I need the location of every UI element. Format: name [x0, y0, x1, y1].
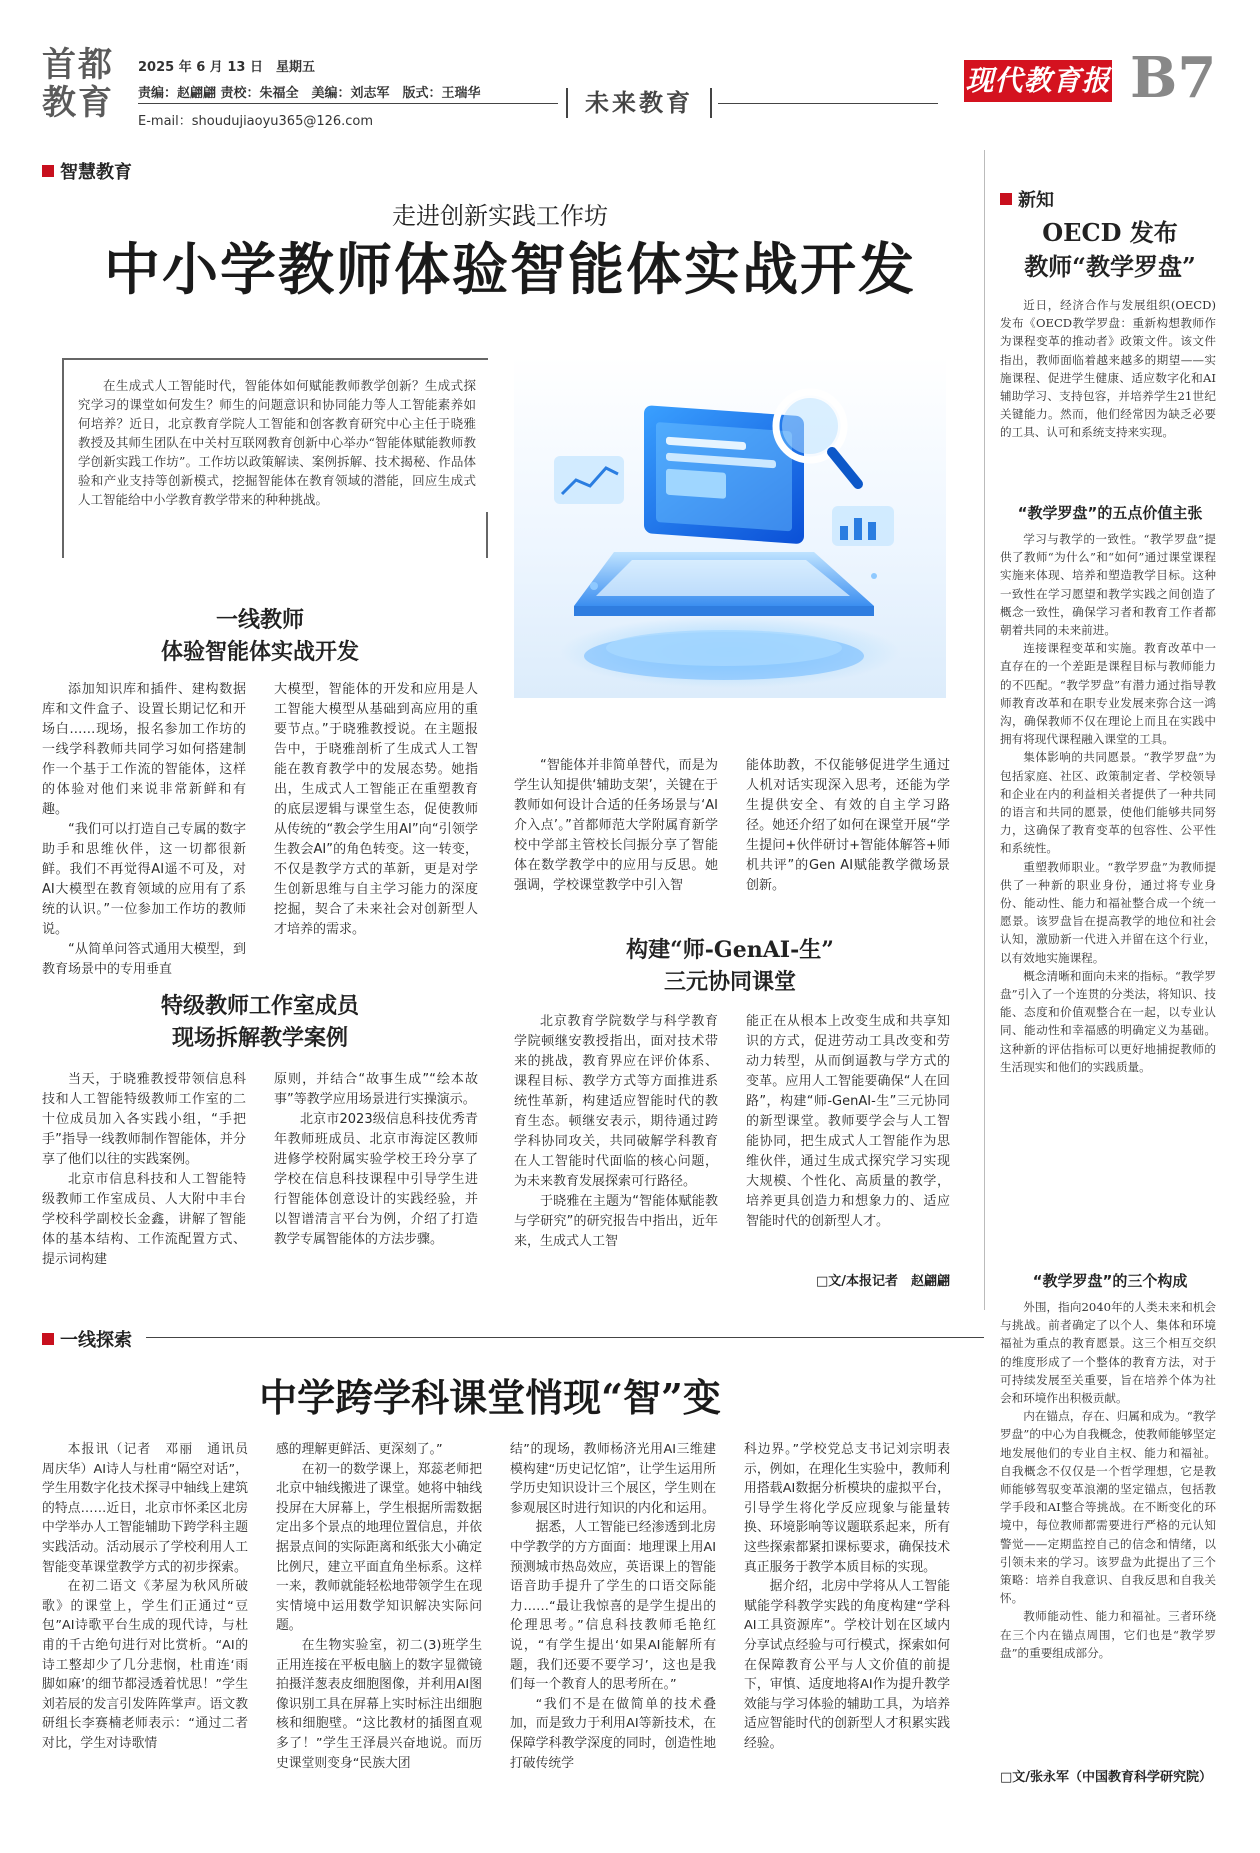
subhead-three-way-classroom — [540, 934, 920, 998]
paragraph: 本报讯（记者 邓丽 通讯员 周庆华）AI诗人与杜甫“隔空对话”，学生用数字化技术探寻中轴线上建筑的特点……近日，北京市怀柔区北房中学举办人工智能辅助下跨学科主题实践活动。活动展示了学校利用人工智能变革课堂教学方式的初步探索。 — [42, 1442, 261, 1575]
sub2-col1 — [42, 1070, 246, 1270]
subhead-line: 构建“师-GenAI-生” — [626, 937, 834, 963]
bottom-headline: 中学跨学科课堂悄现“智”变 — [259, 1375, 721, 1420]
bottom-col1 — [42, 1440, 261, 1754]
mid-col1 — [514, 756, 718, 896]
subhead-line: 三元协同课堂 — [663, 969, 796, 995]
paragraph: “我们可以打造自己专属的数字助手和思维伙伴，这一切都很新鲜。我们不再觉得AI遥不可及，对AI大模型在教育领域的应用有了系统的认识。”一位参加工作坊的教师说。 — [42, 822, 246, 937]
section-tag-label: 一线探索 — [60, 1330, 132, 1351]
paragraph: 教师能动性、能力和福祉。三者环绕在三个内在锚点周围，它们也是“教学罗盘”的重要组成部分。 — [1000, 1609, 1216, 1660]
paragraph: 内在锚点，存在、归属和成为。“教学罗盘”的中心为自我概念，使教师能够坚定地发展他们的专业自主权、能力和福祉。自我概念不仅仅是一个哲学理想，它是教师能够驾驭变革浪潮的坚定锚点，包括教学手段和AI整合等挑战。在不断变化的环境中，每位教师都需要进行严格的元认知警觉——定期监控自己的信念和情绪，以引领未来的学习。该罗盘为此提出了三个策略：培养自我意识、自我反思和自我关怀。 — [1000, 1409, 1216, 1606]
paragraph: 于晓雅在主题为“智能体赋能教与学研究”的研究报告中指出，近年来，生成式人工智 — [514, 1194, 718, 1249]
paragraph: 学习与教学的一致性。“教学罗盘”提供了教师“为什么”和“如何”通过课堂课程实施来体现、培养和塑造教学目标。这种一致性在学习愿望和教学实践之间创造了概念一致性，确保学习者和教育工作者都朝着共同的未来前进。 — [1000, 532, 1216, 638]
headline: 中小学教师体验智能体实战开发 — [104, 237, 916, 303]
byline-sidebar: □文/张永军（中国教育科学研究院） — [1000, 1770, 1213, 1785]
subhead-special-teachers — [70, 990, 450, 1054]
subhead-line: 一线教师 — [215, 607, 304, 633]
paragraph: 集体影响的共同愿景。“教学罗盘”为包括家庭、社区、政策制定者、学校领导和企业在内的利益相关者提供了一种共同的语言和共同的愿景，使他们能够共同努力，这确保了教育变革的包容性、公平性和系统性。 — [1000, 750, 1216, 856]
paragraph: 北京市2023级信息科技优秀青年教师班成员、北京市海淀区教师进修学校附属实验学校王玲分享了学校在信息科技课程中引导学生进行智能体创意设计的实践经验，并以智谱清言平台为例，介绍了打造教学专属智能体的方法步骤。 — [274, 1112, 478, 1247]
section-tag-label: 新知 — [1018, 190, 1054, 211]
paragraph: 当天，于晓雅教授带领信息科技和人工智能特级教师工作室的二十位成员加入各实践小组，“手把手”指导一线教师制作智能体，并分享了他们以往的实践案例。 — [42, 1072, 246, 1167]
paragraph: 科边界。”学校党总支书记刘宗明表示，例如，在理化生实验中，教师利用搭载AI数据分析模块的虚拟平台，引导学生将化学反应现象与能量转换、环境影响等议题联系起来，所有这些探索都紧扣课标要求，确保技术真正服务于教学本质目标的实现。 — [744, 1442, 950, 1575]
paragraph: 原则，并结合“故事生成”“绘本故事”等教学应用场景进行实操演示。 — [274, 1072, 478, 1107]
paragraph: 连接课程变革和实施。教育改革中一直存在的一个差距是课程目标与教师能力的不匹配。“教学罗盘”有潜力通过指导教师教育改革和在职专业发展来弥合这一鸿沟，确保教师不仅在理论上而且在实践中拥有将现代课程融入课堂的工具。 — [1000, 641, 1216, 747]
date-line: 2025 年 6 月 13 日 星期五 — [138, 60, 315, 75]
lead-paragraph: 在生成式人工智能时代，智能体如何赋能教师教学创新？生成式探究学习的课堂如何发生？师生的问题意识和协同能力等人工智能素养如何培养？近日，北京教育学院人工智能和创客教育研究中心主任于晓雅教授及其师生团队在中关村互联网教育创新中心举办“智能体赋能教师教学创新实践工作坊”。工作坊以政策解读、案例拆解、技术揭秘、作品体验和产业支持等创新模式，挖掘智能体在教育领域的潜能，回应生成式人工智能给中小学教育教学带来的种种挑战。 — [78, 378, 476, 507]
paragraph: 感的理解更鲜活、更深刻了。” — [276, 1442, 443, 1457]
mid-col2 — [746, 756, 950, 896]
sub3-col2 — [746, 1012, 950, 1232]
section-marker — [42, 1333, 54, 1345]
column-divider — [984, 150, 985, 1310]
paragraph: 外围，指向2040年的人类未来和机会与挑战。前者确定了以个人、集体和环境福祉为重点的教育愿景。这三个相互交织的维度形成了一个整体的教育方法，对于可持续发展至关重要，旨在培养个体为社会和环境作出积极贡献。 — [1000, 1300, 1216, 1406]
paragraph: 据介绍，北房中学将从人工智能赋能学科教学实践的角度构建“学科AI工具资源库”。学校计划在区域内分享试点经验与可行模式，探索如何在保障教育公平与人文价值的前提下，审慎、适度地将AI作为提升教学效能与学习体验的辅助工具，为培养适应智能时代的创新型人才积累实践经验。 — [744, 1579, 950, 1751]
paragraph: 北京教育学院数学与科学教育学院顿继安教授指出，面对技术带来的挑战，教育界应在评价体系、课程目标、教学方式等方面推进系统性革新，构建适应智能时代的教育生态。顿继安表示，期待通过跨学科协同攻关，共同破解学科教育在人工智能时代面临的核心问题，为未来教育发展探索可行路径。 — [514, 1014, 718, 1189]
section-tag-smart-education — [42, 158, 132, 184]
section-tag-frontline — [42, 1326, 132, 1352]
paragraph: 添加知识库和插件、建构数据库和文件盒子、设置长期记忆和开场白……现场，报名参加工作坊的一线学科教师共同学习如何搭建制作一个基于工作流的智能体，这样的体验对他们来说非常新鲜和有趣。 — [42, 682, 246, 817]
paragraph: 在生物实验室，初二(3)班学生正用连接在平板电脑上的数字显微镜拍摄洋葱表皮细胞图像，并利用AI图像识别工具在屏幕上实时标注出细胞核和细胞壁。“这比教材的插图直观多了！”学生王泽晨兴奋地说。而历史课堂则变身“民族大团 — [276, 1637, 482, 1771]
column-name: 未来教育 — [566, 88, 712, 118]
paragraph: 能正在从根本上改变生成和共享知识的方式，促进劳动工具改变和劳动力转型，从而倒逼教与学方式的变革。应用人工智能要确保“人在回路”，构建“师-GenAI-生”三元协同的新型课堂。教师要学会与人工智能协同，把生成式人工智能作为思维伙伴，通过生成式探究学习实现大规模、个性化、高质量的教学，培养更具创造力和想象力的、适应智能时代的创新型人才。 — [746, 1014, 950, 1229]
subhead-line: 体验智能体实战开发 — [160, 639, 359, 665]
paragraph: “智能体并非简单替代，而是为学生认知提供‘辅助支架’，关键在于教师如何设计合适的任务场景与‘AI介入点’。”首都师范大学附属育新学校中学部主管校长闫振分享了智能体在数学教学中的应用与反思。她强调，学校课堂教学中引入智 — [514, 758, 718, 893]
paragraph: 北京市信息科技和人工智能特级教师工作室成员、人大附中丰台学校科学副校长金鑫，讲解了智能体的基本结构、工作流配置方式、提示词构建 — [42, 1172, 246, 1267]
byline-main: □文/本报记者 赵翩翩 — [815, 1274, 950, 1289]
sidebar-subhead-values: “教学罗盘”的五点价值主张 — [1017, 504, 1203, 522]
paragraph: 大模型，智能体的开发和应用是人工智能大模型从基础到高应用的重要节点。”于晓雅教授说。在主题报告中，于晓雅剖析了生成式人工智能在教育教学中的发展态势。她指出，生成式人工智能正在重塑教育的底层逻辑与课堂生态，促使教师从传统的“教会学生用AI”向“引领学生教会AI”的角色转变。这一转变，不仅是教学方式的革新，更是对学生创新思维与自主学习能力的深度挖掘，契合了未来社会对创新型人才培养的需求。 — [274, 682, 478, 937]
kicker: 走进创新实践工作坊 — [392, 202, 608, 230]
sidebar-values-text — [1000, 530, 1216, 1076]
paragraph: 概念清晰和面向未来的指标。“教学罗盘”引入了一个连贯的分类法，将知识、技能、态度和价值观整合在一起，以专业认同、能动性和幸福感的明确定义为基础。这种新的评估指标可以更好地捕捉教师的生活现实和他们的实践质量。 — [1000, 968, 1216, 1074]
paragraph: “从简单问答式通用大模型，到教育场景中的专用垂直 — [42, 942, 246, 977]
masthead-rule-2 — [718, 103, 938, 104]
lead-box-corner — [478, 512, 488, 558]
section-marker — [1000, 193, 1012, 205]
bottom-col2 — [276, 1440, 482, 1773]
bottom-rule — [146, 1337, 984, 1338]
paragraph: 在初二语文《茅屋为秋风所破歌》的课堂上，学生们正通过“豆包”AI诗歌平台生成的现代诗，与杜甫的千古绝句进行对比赏析。“AI的诗工整却少了几分悲悯，杜甫连‘雨脚如麻’的细节都浸透着忧思！”学生刘若辰的发言引发阵阵掌声。语文教研组长李赛楠老师表示：“通过二者对比，学生对诗歌情 — [42, 1579, 248, 1751]
sub1-col1 — [42, 680, 246, 980]
sidebar-components-text — [1000, 1298, 1216, 1662]
staff-line: 责编：赵翩翩 责校：朱福全 美编：刘志军 版式：王瑞华 — [138, 86, 481, 101]
subhead-line: 现场拆解教学案例 — [171, 1025, 348, 1051]
paragraph: 结”的现场，教师杨济光用AI三维建模构建“历史记忆馆”，让学生运用所学历史知识设计三个展区，学生则在参观展区时进行知识的内化和运用。 — [510, 1442, 716, 1516]
section-tag-new-knowledge — [1000, 186, 1054, 212]
sub3-col1 — [514, 1012, 718, 1252]
subhead-line: 特级教师工作室成员 — [160, 993, 359, 1019]
paragraph: “我们不是在做简单的技术叠加，而是致力于利用AI等新技术，在保障学科教学深度的同时，创造性地打破传统学 — [510, 1696, 716, 1771]
section-marker — [42, 165, 54, 177]
page-number: B7 — [1130, 45, 1217, 111]
bottom-col3 — [510, 1440, 716, 1773]
sidebar-subhead-components: “教学罗盘”的三个构成 — [1032, 1272, 1188, 1290]
masthead-rule-1 — [138, 103, 558, 104]
sub2-col2 — [274, 1070, 478, 1250]
paper-logo: 现代教育报 — [964, 60, 1112, 102]
section-tag-label: 智慧教育 — [60, 162, 132, 183]
email-line: E-mail：shoudujiaoyu365@126.com — [138, 114, 374, 129]
subhead-frontline-teachers — [70, 604, 450, 668]
paragraph: 近日，经济合作与发展组织(OECD)发布《OECD教学罗盘：重新构想教师作为课程变革的推动者》政策文件。该文件指出，教师面临着越来越多的期望——实施课程、促进学生健康、适应数字化和AI辅助学习、支持包容，并培养学生21世纪关键能力。然而，他们经常因为缺乏必要的工具、认可和系统支持来实现。 — [1000, 298, 1216, 440]
paragraph: 能体助教，不仅能够促进学生通过人机对话实现深入思考，还能为学生提供安全、有效的自主学习路径。她还介绍了如何在课堂开展“学生提问+伙伴研讨+智能体解答+师机共评”的Gen AI赋能教学微场景创新。 — [746, 758, 950, 893]
paragraph: 据悉，人工智能已经渗透到北房中学教学的方方面面：地理课上用AI预测城市热岛效应，英语课上的智能语音助手提升了学生的口语交际能力……“最让我惊喜的是学生提出的伦理思考。”信息科技教师毛艳红说，“有学生提出‘如果AI能解所有题，我们还要不要学习’，这也是我们每一个教育人的思考所在。” — [510, 1520, 716, 1693]
laptop-magnifier-illustration — [514, 356, 946, 698]
paragraph: 重塑教师职业。“教学罗盘”为教师提供了一种新的职业身份，通过将专业身份、能动性、能力和福祉整合成一个统一愿景。该罗盘旨在提高教学的地位和社会认知，激励新一代进入并留在这个行业，以有效地实施课程。 — [1000, 859, 1216, 965]
bottom-col4 — [744, 1440, 950, 1754]
sidebar-intro — [1000, 296, 1216, 442]
sidebar-headline-line: OECD 发布 — [1042, 218, 1178, 247]
sidebar-headline — [1000, 216, 1220, 284]
sub1-col2 — [274, 680, 478, 940]
lead-text — [78, 376, 476, 509]
section-name: 首都教育 — [42, 45, 114, 123]
paragraph: 在初一的数学课上，郑蕊老师把北京中轴线搬进了课堂。她将中轴线投屏在大屏幕上，学生根据所需数据定出多个景点的地理位置信息，并依据景点间的实际距离和纸张大小确定比例尺，建立平面直角坐标系。这样一来，教师就能轻松地带领学生在现实情境中运用数学知识解决实际问题。 — [276, 1461, 482, 1634]
sidebar-headline-line: 教师“教学罗盘” — [1024, 252, 1196, 281]
